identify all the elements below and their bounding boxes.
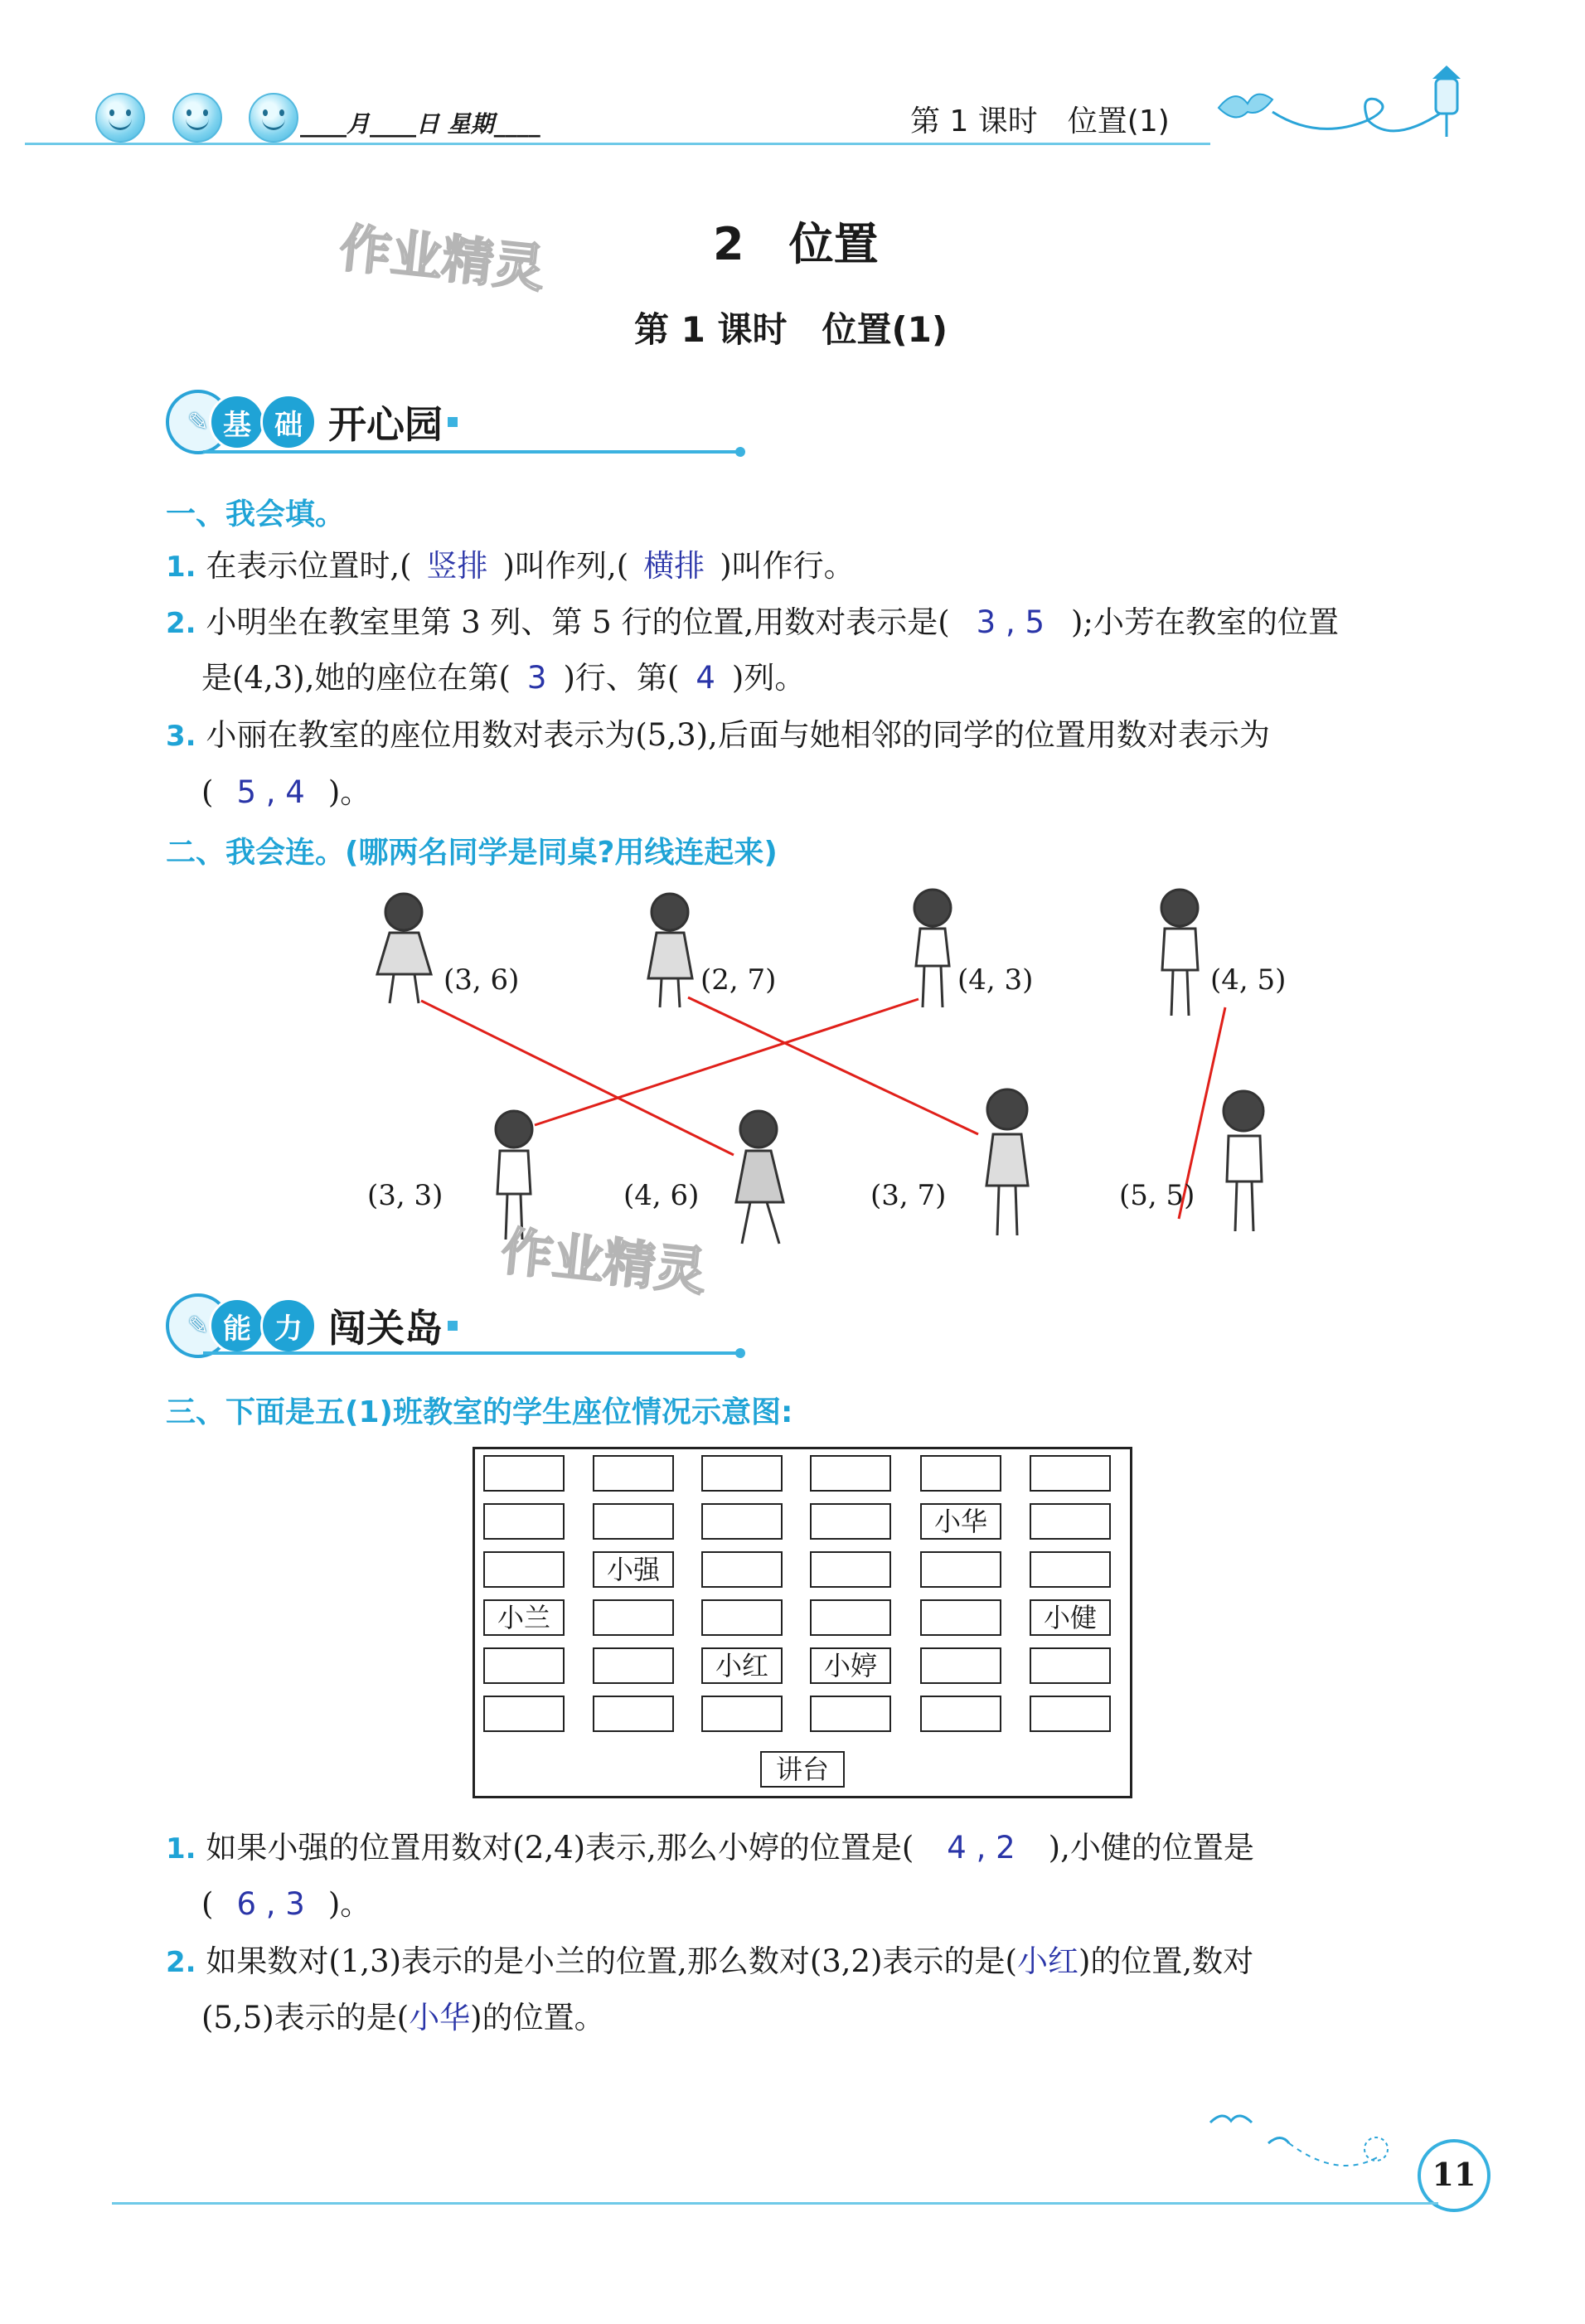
seat [701, 1599, 783, 1636]
q3-item-1-line1: 1. 如果小强的位置用数对(2,4)表示,那么小婷的位置是( 4 , 2 ),小健的位置是 [166, 1830, 1254, 1866]
seat [701, 1551, 783, 1588]
smiley-icon-1 [95, 93, 145, 143]
q1-item-3-line1: 3. 小丽在教室的座位用数对表示为(5,3),后面与她相邻的同学的位置用数对表示为 [166, 717, 1270, 753]
coord-bottom-1: (3, 3) [367, 1179, 444, 1212]
seat [483, 1551, 565, 1588]
answer: 3 , 5 [976, 604, 1045, 640]
seat [920, 1647, 1001, 1684]
brush-ball-icon: ✎ [166, 390, 230, 454]
seat: 小华 [920, 1503, 1001, 1540]
coord-top-3: (4, 3) [957, 963, 1034, 997]
q3-item-1-line2: ( 6 , 3 )。 [201, 1886, 371, 1922]
answer: 小红 [1016, 1943, 1078, 1979]
coord-bottom-3: (3, 7) [870, 1179, 947, 1212]
seat [483, 1696, 565, 1732]
coord-top-4: (4, 5) [1210, 963, 1287, 997]
seat [810, 1599, 891, 1636]
question-1-heading: 一、我会填。 [166, 497, 346, 531]
seat [483, 1647, 565, 1684]
header-lesson-title: 第 1 课时 位置(1) [910, 104, 1170, 138]
seat [1030, 1551, 1111, 1588]
seat [1030, 1503, 1111, 1540]
badge-char-1: 能 [209, 1298, 265, 1354]
seat [920, 1696, 1001, 1732]
question-3-heading: 三、下面是五(1)班教室的学生座位情况示意图: [166, 1395, 793, 1429]
q1-item-3-line2: ( 5 , 4 )。 [201, 774, 371, 810]
answer: 4 , 2 [947, 1830, 1015, 1866]
header-rule [25, 143, 1210, 145]
coord-bottom-2: (4, 6) [623, 1179, 700, 1212]
section-rule-ability [203, 1351, 738, 1355]
kid-figure-7 [986, 1089, 1028, 1235]
podium: 讲台 [760, 1751, 845, 1788]
match-line-3 [535, 999, 919, 1125]
kid-figure-8 [1224, 1091, 1263, 1231]
q1-item-2-line1: 2. 小明坐在教室里第 3 列、第 5 行的位置,用数对表示是( 3 , 5 );小芳在教室的位置 [166, 604, 1339, 640]
match-line-2 [688, 997, 978, 1134]
answer: 横排 [643, 548, 705, 584]
chapter-title: 2 位置 [713, 218, 879, 270]
q3-item-2-line2: (5,5)表示的是(小华)的位置。 [201, 2000, 605, 2035]
seat [701, 1503, 783, 1540]
seat [593, 1599, 674, 1636]
seat [701, 1696, 783, 1732]
kid-figure-4 [1161, 890, 1198, 1016]
seat [483, 1455, 565, 1492]
seat [1030, 1455, 1111, 1492]
brush-ball-icon: ✎ [166, 1293, 230, 1358]
square-icon [448, 1321, 458, 1331]
seat: 小红 [701, 1647, 783, 1684]
match-line-1 [421, 1001, 734, 1155]
watermark: 作业精灵 [337, 217, 548, 299]
seat [593, 1647, 674, 1684]
answer: 6 , 3 [236, 1886, 305, 1922]
smiley-icon-2 [172, 93, 222, 143]
seat [593, 1503, 674, 1540]
section-badge-ability [166, 1293, 458, 1358]
seat [810, 1503, 891, 1540]
kid-figure-1 [377, 894, 431, 1003]
seat [810, 1551, 891, 1588]
seat [920, 1551, 1001, 1588]
seat [1030, 1696, 1111, 1732]
answer: 5 , 4 [236, 774, 305, 810]
bird-doodle-decoration [1206, 2098, 1422, 2189]
coord-top-1: (3, 6) [444, 963, 520, 997]
kids-illustration [0, 871, 1585, 1252]
butterfly-lamp-decoration [1202, 62, 1484, 153]
answer: 小华 [409, 2000, 471, 2035]
seat [483, 1503, 565, 1540]
rule-dot-icon [735, 1348, 745, 1358]
square-icon [448, 417, 458, 427]
seat [1030, 1647, 1111, 1684]
seat: 小兰 [483, 1599, 565, 1636]
badge-char-2: 础 [260, 394, 317, 450]
kid-figure-3 [914, 890, 951, 1007]
q1-item-2-line2: 是(4,3),她的座位在第( 3 )行、第( 4 )列。 [201, 660, 806, 696]
seat [810, 1696, 891, 1732]
coord-top-2: (2, 7) [700, 963, 777, 997]
seat: 小健 [1030, 1599, 1111, 1636]
badge-char-1: 基 [209, 394, 265, 450]
section-title-basic: 开心园 [328, 402, 443, 447]
footer-rule [112, 2202, 1438, 2205]
kid-figure-2 [648, 894, 692, 1007]
rule-dot-icon [735, 447, 745, 457]
coord-bottom-4: (5, 5) [1119, 1179, 1195, 1212]
seat [593, 1455, 674, 1492]
seat [920, 1455, 1001, 1492]
watermark-2: 作业精灵 [498, 1220, 710, 1303]
lesson-title: 第 1 课时 位置(1) [634, 309, 948, 350]
kid-figure-6 [736, 1111, 783, 1244]
badge-char-2: 力 [260, 1298, 317, 1354]
seat [810, 1455, 891, 1492]
seat: 小强 [593, 1551, 674, 1588]
section-rule-basic [203, 450, 738, 454]
answer: 竖排 [426, 548, 488, 584]
smiley-icon-3 [249, 93, 298, 143]
section-badge-basic [166, 390, 458, 454]
section-title-ability: 闯关岛 [328, 1306, 443, 1351]
page-number: 11 [1418, 2139, 1490, 2212]
q3-item-2-line1: 2. 如果数对(1,3)表示的是小兰的位置,那么数对(3,2)表示的是(小红)的位置,数对 [166, 1943, 1254, 1979]
q1-item-1: 1. 在表示位置时,( 竖排 )叫作列,( 横排 )叫作行。 [166, 548, 855, 584]
answer: 4 [696, 660, 715, 696]
seat: 小婷 [810, 1647, 891, 1684]
seat [920, 1599, 1001, 1636]
question-2-heading: 二、我会连。(哪两名同学是同桌?用线连起来) [166, 836, 778, 870]
seat [701, 1455, 783, 1492]
answer: 3 [526, 660, 547, 696]
seat [593, 1696, 674, 1732]
date-line: ____月____日 星期____ [300, 110, 540, 138]
